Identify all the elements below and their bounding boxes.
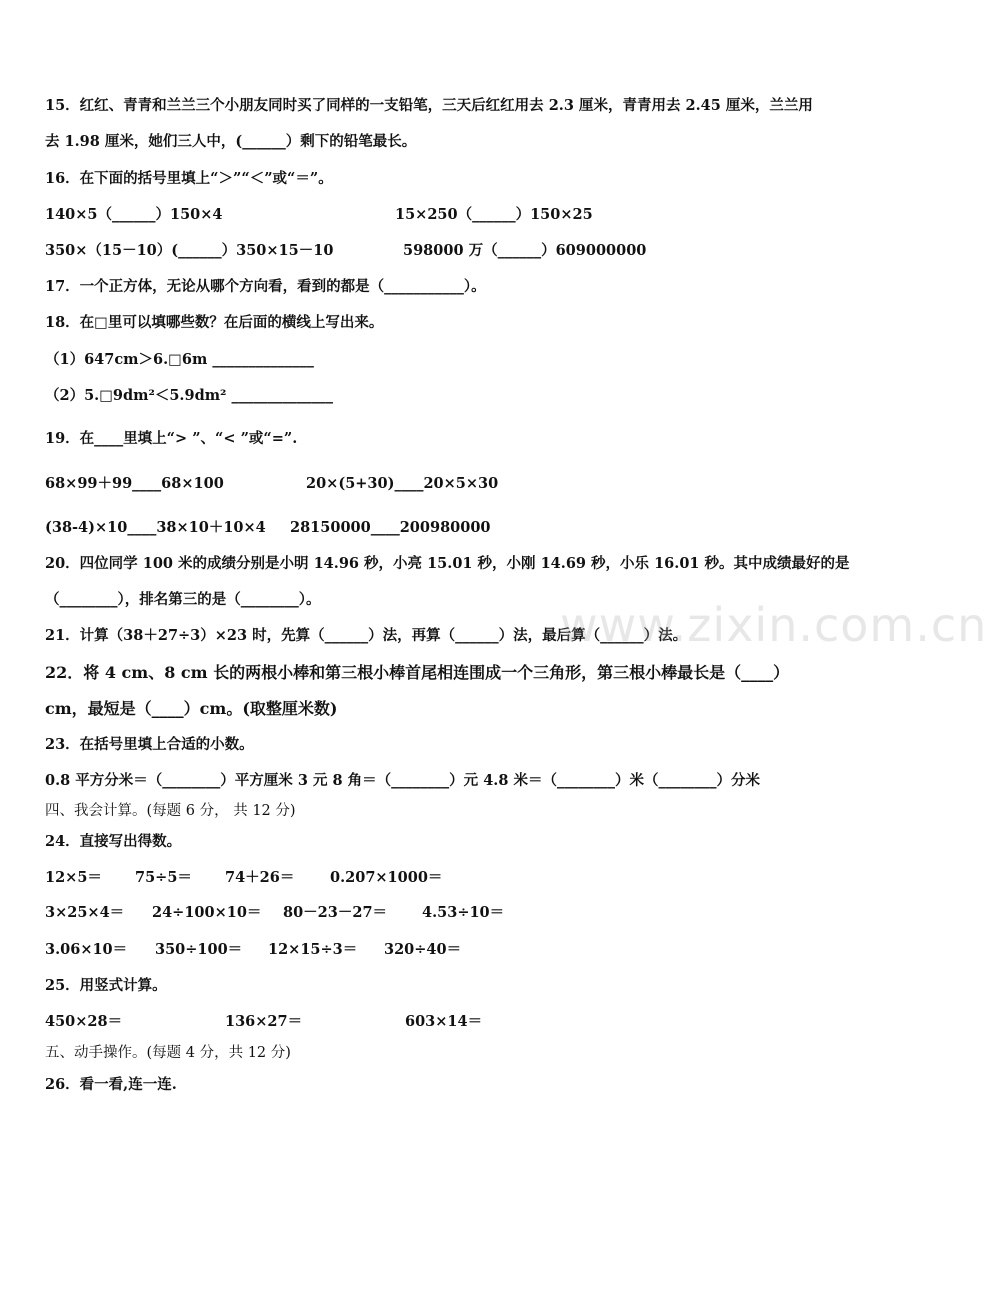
q25-title: 25．用竖式计算。 (45, 977, 167, 994)
q24-r3-c3: 12×15÷3＝ (268, 941, 358, 958)
q24-r2-c3: 80－23－27＝ (283, 904, 388, 921)
q15-line-1: 15．红红、青青和兰兰三个小朋友同时买了同样的一支铅笔，三天后红红用去 2.3 厘米，青青用去 2.45 厘米，兰兰用 (45, 97, 813, 114)
q16-r1-c2: 15×250（______）150×25 (395, 206, 593, 223)
q24-r1-c4: 0.207×1000＝ (330, 869, 443, 886)
q23-title: 23．在括号里填上合适的小数。 (45, 736, 254, 753)
q24-title: 24．直接写出得数。 (45, 833, 182, 850)
q19-r1-c2: 20×(5+30)____20×5×30 (306, 475, 499, 492)
q24-r2-c4: 4.53÷10＝ (422, 904, 505, 921)
q25-item-1: 450×28＝ (45, 1013, 123, 1030)
q25-item-2: 136×27＝ (225, 1013, 303, 1030)
q24-r1-c1: 12×5＝ (45, 869, 102, 886)
q24-r1-c2: 75÷5＝ (135, 869, 192, 886)
q25-item-3: 603×14＝ (405, 1013, 483, 1030)
q16-title: 16．在下面的括号里填上“＞”“＜”或“＝”。 (45, 170, 333, 187)
q19-title: 19．在____里填上“> ”、“< ”或“=”. (45, 430, 298, 447)
q20-line-2: （________），排名第三的是（________）。 (45, 591, 321, 608)
watermark: www.zixin.com.cn (560, 598, 987, 652)
section-5-heading: 五、动手操作。(每题 4 分，共 12 分) (45, 1045, 291, 1061)
q23-row: 0.8 平方分米＝（________）平方厘米 3 元 8 角＝（________）元 4.8 米＝（________）米（________）分米 (45, 772, 760, 789)
q15-line-2: 去 1.98 厘米，她们三人中，(______）剩下的铅笔最长。 (45, 133, 417, 150)
q20-line-1: 20．四位同学 100 米的成绩分别是小明 14.96 秒，小亮 15.01 秒，小刚 14.69 秒，小乐 16.01 秒。其中成绩最好的是 (45, 555, 850, 572)
q16-r2-c2: 598000 万（______）609000000 (403, 242, 647, 259)
q18-item-1: （1）647cm＞6.□6m ______________ (45, 351, 314, 368)
section-4-heading: 四、我会计算。(每题 6 分， 共 12 分) (45, 803, 296, 819)
q24-r3-c4: 320÷40＝ (384, 941, 462, 958)
q24-r1-c3: 74＋26＝ (225, 869, 295, 886)
q26: 26．看一看,连一连. (45, 1076, 177, 1093)
q19-r2-c1: (38-4)×10____38×10＋10×4 (45, 519, 266, 536)
q24-r3-c2: 350÷100＝ (155, 941, 243, 958)
q19-r2-c2: 28150000____200980000 (290, 519, 491, 536)
q16-r1-c1: 140×5（______）150×4 (45, 206, 223, 223)
q18-item-2: （2）5.□9dm²＜5.9dm² ______________ (45, 387, 333, 404)
q22-line-1: 22．将 4 cm、8 cm 长的两根小棒和第三根小棒首尾相连围成一个三角形，第三根小棒最长是（____） (45, 663, 790, 682)
q24-r3-c1: 3.06×10＝ (45, 941, 128, 958)
q16-r2-c1: 350×（15－10）(______）350×15－10 (45, 242, 334, 259)
q22-line-2: cm，最短是（____）cm。(取整厘米数) (45, 699, 338, 718)
q24-r2-c2: 24÷100×10＝ (152, 904, 262, 921)
q19-r1-c1: 68×99＋99____68×100 (45, 475, 224, 492)
q21: 21．计算（38＋27÷3）×23 时，先算（______）法，再算（______）法，最后算（______）法。 (45, 627, 688, 644)
q18-title: 18．在□里可以填哪些数？在后面的横线上写出来。 (45, 314, 384, 331)
q24-r2-c1: 3×25×4＝ (45, 904, 125, 921)
q17: 17．一个正方体，无论从哪个方向看，看到的都是（___________）。 (45, 278, 486, 295)
